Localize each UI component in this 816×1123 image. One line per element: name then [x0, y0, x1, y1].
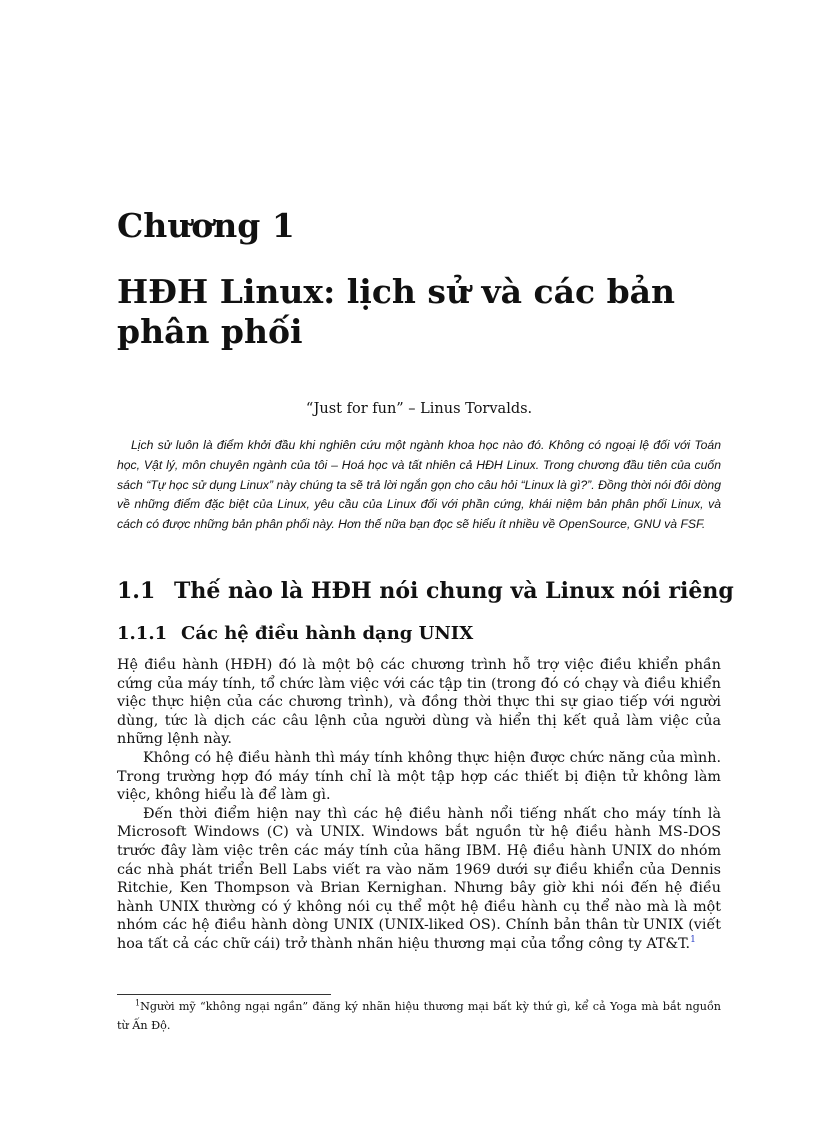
body-paragraph-3-text: Đến thời điểm hiện nay thì các hệ điều hành nổi tiếng nhất cho máy tính là Microsoft Windows (C) và UNIX. Windows bắt nguồn từ hệ điều hành MS-DOS trước đây làm việc trên các máy tính của hãng IBM. Hệ điều hành UNIX do nhóm các nhà phát triển Bell Labs viết ra vào năm 1969 dưới sự điều khiển của Dennis Ritchie, Ken Thompson và Brian Kernighan. Nhưng bây giờ khi nói đến hệ điều hành UNIX thường có ý không nói cụ thể một hệ điều hành cụ thể nào mà là một nhóm các hệ điều hành dòng UNIX (UNIX-liked OS). Chính bản thân từ UNIX (viết hoa tất cả các chữ cái) trở thành nhãn hiệu thương mại của tổng công ty AT&T.	[117, 805, 721, 952]
footnote-text: Người mỹ “không ngại ngần” đăng ký nhãn hiệu thương mại bất kỳ thứ gì, kể cả Yoga mà bắt nguồn từ Ấn Độ.	[117, 1000, 721, 1032]
section-heading	[117, 578, 734, 604]
chapter-abstract: Lịch sử luôn là điểm khởi đầu khi nghiên cứu một ngành khoa học nào đó. Không có ngoại lệ đối với Toán học, Vật lý, môn chuyên ngành của tôi – Hoá học và tất nhiên cả HĐH Linux. Trong chương đầu tiên của cuốn sách “Tự học sử dụng Linux” này chúng ta sẽ trả lời ngắn gọn cho câu hỏi “Linux là gì?”. Đồng thời nói đôi dòng về những điểm đặc biệt của Linux, yêu cầu của Linux đối với phần cứng, khái niệm bản phân phối Linux, và cách có được những bản phân phối này. Hơn thế nữa bạn đọc sẽ hiểu ít nhiều về OpenSource, GNU và FSF.	[117, 438, 721, 532]
footnote-reference-link[interactable]: 1	[690, 935, 696, 946]
epigraph-quote: “Just for fun” – Linus Torvalds.	[305, 401, 533, 417]
section-title: Thế nào là HĐH nói chung và Linux nói riêng	[174, 578, 734, 604]
body-paragraph-3	[117, 805, 721, 954]
subsection-number: 1.1.1	[117, 623, 168, 644]
section-number: 1.1	[117, 578, 156, 604]
footnote-divider	[117, 994, 331, 995]
subsection-title: Các hệ điều hành dạng UNIX	[181, 623, 474, 644]
body-paragraph-1: Hệ điều hành (HĐH) đó là một bộ các chương trình hỗ trợ việc điều khiển phần cứng của máy tính, tổ chức làm việc với các tập tin (trong đó có chạy và điều khiển việc thực hiện của các chương trình), và đồng thời thực thi sự giao tiếp với người dùng, tức là dịch các câu lệnh của người dùng và hiển thị kết quả làm việc của những lệnh này.	[117, 657, 721, 748]
subsection-heading	[117, 623, 473, 644]
chapter-label: Chương 1	[117, 206, 295, 245]
body-text	[117, 656, 721, 954]
footnote-mark: 1	[135, 998, 141, 1008]
chapter-title: HĐH Linux: lịch sử và các bản phân phối	[117, 272, 676, 351]
footnote	[117, 997, 721, 1035]
body-paragraph-2: Không có hệ điều hành thì máy tính không thực hiện được chức năng của mình. Trong trường hợp đó máy tính chỉ là một tập hợp các thiết bị điện tử không làm việc, không hiểu là để làm gì.	[117, 749, 721, 804]
